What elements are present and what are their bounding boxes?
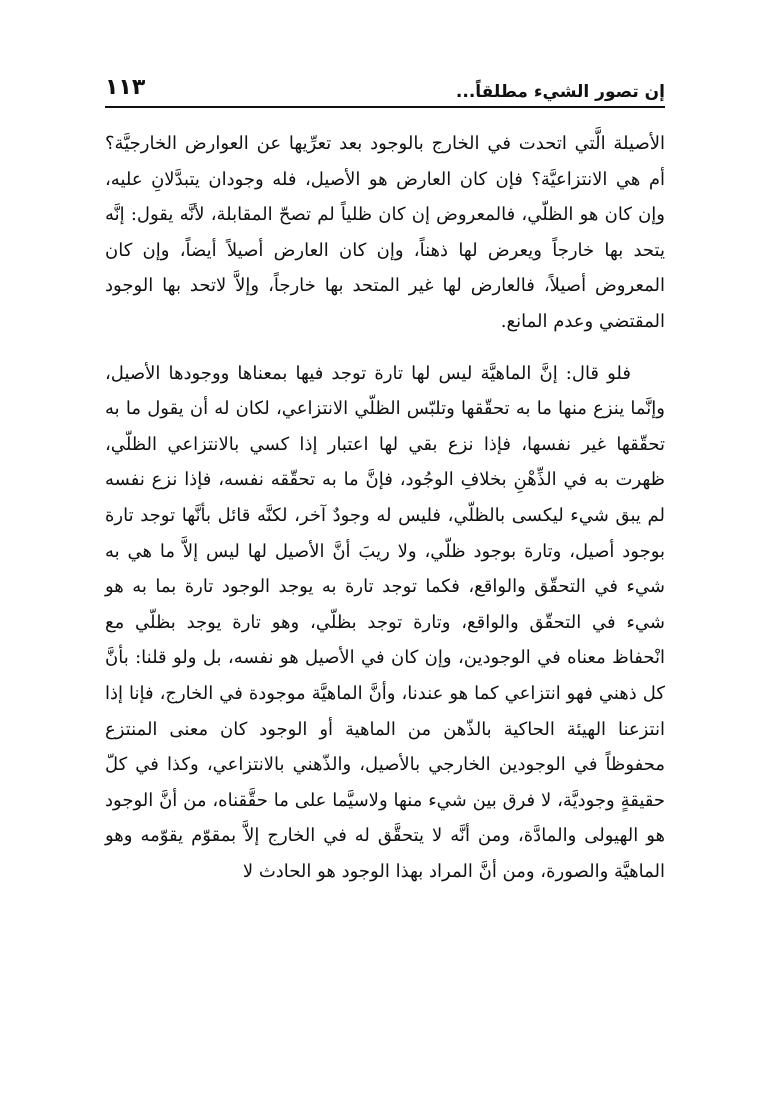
running-title: إن تصور الشيء مطلقاً... (455, 82, 665, 102)
paragraph: الأصيلة الَّتي اتحدت في الخارج بالوجود بعد تعرِّيها عن العوارض الخارجيَّة؟ أم هي الانتزاعيَّة؟ فإن كان العارض هو الأصيل، فله وجودان يتبدَّلانِ عليه، وإن كان هو الظلّي، فالمعروض إن كان ظلياً لم تصحّ المقابلة، لأنَّه يقول: إنَّه يتحد بها خارجاً ويعرض لها ذهناً، وإن كان العارض أصيلاً أيضاً، وإن كان المعروض أصيلاً، فالعارض لها غير المتحد بها خارجاً، وإلاَّ لاتحد بها الوجود المقتضي وعدم المانع. (105, 133, 665, 332)
header-rule (105, 106, 665, 108)
paragraph: فلو قال: إنَّ الماهيَّة ليس لها تارة توجد فيها بمعناها ووجودها الأصيل، وإنَّما ينزع منها ما به تحقّقها وتلبّس الظلّي الانتزاعي، لكان له أن يقول ما به تحقّقها غير نفسها، فإذا نزع بقي لها اعتبار إذا كسي بالانتزاعي الظلّي، ظهرت به في الذِّهْنِ بخلافِ الوجُود، فإنَّ ما به تحقّقه نفسه، فإذا نزع نفسه لم يبق شيء ليكسى بالظلّي، فليس له وجودٌ آخر، لكنَّه قائل بأنَّها توجد تارة بوجود أصيل، وتارة بوجود ظلّي، ولا ريبَ أنَّ الأصيل لها ليس إلاَّ ما هي به شيء في التحقّق والواقع، فكما توجد تارة به يوجد الوجود تارة بما به هو شيء في التحقّق والواقع، وتارة توجد بظلّي، وهو تارة يوجد بظلّي مع انْحفاظ معناه في الوجودين، وإن كان في الأصيل هو نفسه، بل ولو قلنا: بأنَّ كل ذهني فهو انتزاعي كما هو عندنا، وأنَّ الماهيَّة موجودة في الخارج، فإنا إذا انتزعنا الهيئة الحاكية بالذّهن من الماهية أو الوجود كان معنى المنتزع محفوظاً في الوجودين الخارجي بالأصيل، والذّهني بالانتزاعي، وكذا في كلّ حقيقةٍ وجوديَّة، لا فرق بين شيء منها ولاسيَّما على ما حقَّقناه، من أنَّ الوجود هو الهيولى والمادَّة، ومن أنَّه لا يتحقَّق له في الخارج إلاَّ بمقوّم يقوّمه وهو الماهيَّة والصورة، ومن أنَّ المراد بهذا الوجود هو الحادث لا (105, 362, 665, 882)
body-text (105, 126, 665, 889)
page-header (105, 60, 665, 108)
page-number: ١١٣ (105, 75, 146, 100)
